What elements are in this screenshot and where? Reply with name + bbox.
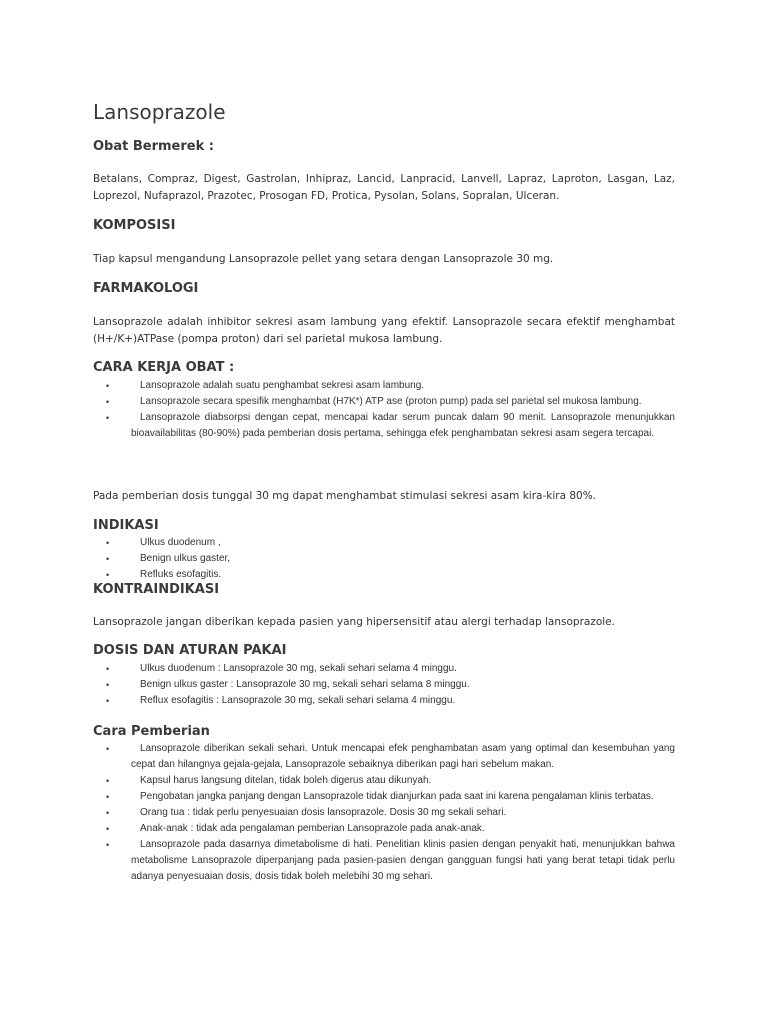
list-item: • Ulkus duodenum , — [93, 535, 675, 551]
cara-kerja-list — [93, 378, 675, 442]
komposisi-text: Tiap kapsul mengandung Lansoprazole pellet yang setara dengan Lansoprazole 30 mg. — [93, 253, 554, 265]
bullet-icon: • — [106, 413, 110, 423]
bullet-icon: • — [106, 554, 110, 564]
list-item: • Refluks esofagitis. — [93, 567, 675, 583]
bullet-icon: • — [106, 538, 110, 548]
bullet-icon: • — [106, 776, 110, 786]
dosis-list — [93, 661, 675, 709]
list-item: • Kapsul harus langsung ditelan, tidak boleh digerus atau dikunyah. — [93, 773, 675, 789]
list-item: • Lansoprazole pada dasarnya dimetabolisme di hati. Penelitian klinis pasien dengan penyakit hati, menunjukkan bahwa metabolisme Lansoprazole diperpanjang pada pasien-pasien dengan gangguan fungsi hati yang berat tetapi tidak perlu adanya penyesuaian dosis, dosis tidak boleh melebihi 30 mg sehari. — [106, 839, 675, 882]
indikasi-list — [93, 535, 675, 583]
list-item: • Anak-anak : tidak ada pengalaman pemberian Lansoprazole pada anak-anak. — [93, 821, 675, 837]
kontraindikasi-heading: KONTRAINDIKASI — [93, 582, 220, 597]
list-item: • Ulkus duodenum : Lansoprazole 30 mg, sekali sehari selama 4 minggu. — [93, 661, 675, 677]
list-item: • Lansoprazole diberikan sekali sehari. Untuk mencapai efek penghambatan asam yang optimal dan kesembuhan yang cepat dan hilangnya gejala-gejala, Lansoprazole sebaiknya diberikan pagi hari sebelum makan. — [106, 743, 675, 770]
list-item: • Lansoprazole diabsorpsi dengan cepat, mencapai kadar serum puncak dalam 90 menit. Lansoprazole menunjukkan bioavailabilitas (80-90%) pada pemberian dosis pertama, sehingga efek penghambatan sekresi asam segera tercapai. — [106, 412, 675, 439]
bullet-icon: • — [106, 696, 110, 706]
cara-pemberian-list — [93, 741, 675, 885]
cara-pemberian-heading: Cara Pemberian — [93, 724, 210, 739]
cara-kerja-heading: CARA KERJA OBAT : — [93, 360, 235, 375]
list-item: • Lansoprazole secara spesifik menghambat (H7K*) ATP ase (proton pump) pada sel parietal sel mukosa lambung. — [93, 394, 675, 410]
farmakologi-heading: FARMAKOLOGI — [93, 281, 199, 296]
kontraindikasi-text: Lansoprazole jangan diberikan kepada pasien yang hipersensitif atau alergi terhadap lansoprazole. — [93, 616, 615, 628]
bullet-icon: • — [106, 664, 110, 674]
dosis-heading: DOSIS DAN ATURAN PAKAI — [93, 643, 287, 658]
cara-kerja-note: Pada pemberian dosis tunggal 30 mg dapat menghambat stimulasi sekresi asam kira-kira 80%. — [93, 490, 597, 502]
bullet-icon: • — [106, 680, 110, 690]
komposisi-heading: KOMPOSISI — [93, 218, 176, 233]
bullet-icon: • — [106, 840, 110, 850]
list-item: • Lansoprazole adalah suatu penghambat sekresi asam lambung. — [93, 378, 675, 394]
bullet-icon: • — [106, 397, 110, 407]
bullet-icon: • — [106, 824, 110, 834]
list-item: • Reflux esofagitis : Lansoprazole 30 mg, sekali sehari selama 4 minggu. — [93, 693, 675, 709]
bullet-icon: • — [106, 744, 110, 754]
list-item: • Pengobatan jangka panjang dengan Lansoprazole tidak dianjurkan pada saat ini karena pengalaman klinis terbatas. — [93, 789, 675, 805]
list-item: • Benign ulkus gaster : Lansoprazole 30 mg, sekali sehari selama 8 minggu. — [93, 677, 675, 693]
indikasi-heading: INDIKASI — [93, 518, 159, 533]
farmakologi-text: Lansoprazole adalah inhibitor sekresi asam lambung yang efektif. Lansoprazole secara efektif menghambat (H+/K+)ATPase (pompa proton) dari sel parietal mukosa lambung. — [93, 316, 675, 345]
brand-list-text: Betalans, Compraz, Digest, Gastrolan, Inhipraz, Lancid, Lanpracid, Lanvell, Lapraz, Laproton, Lasgan, Laz, Loprezol, Nufaprazol, Prazotec, Prosogan FD, Protica, Pysolan, Solans, Sopralan, Ulceran. — [93, 173, 675, 202]
list-item: • Orang tua : tidak perlu penyesuaian dosis lansoprazole. Dosis 30 mg sekali sehari. — [93, 805, 675, 821]
brand-heading: Obat Bermerek : — [93, 139, 214, 154]
bullet-icon: • — [106, 792, 110, 802]
bullet-icon: • — [106, 570, 110, 580]
bullet-icon: • — [106, 381, 110, 391]
page-title: Lansoprazole — [93, 100, 226, 124]
list-item: • Benign ulkus gaster, — [93, 551, 675, 567]
bullet-icon: • — [106, 808, 110, 818]
